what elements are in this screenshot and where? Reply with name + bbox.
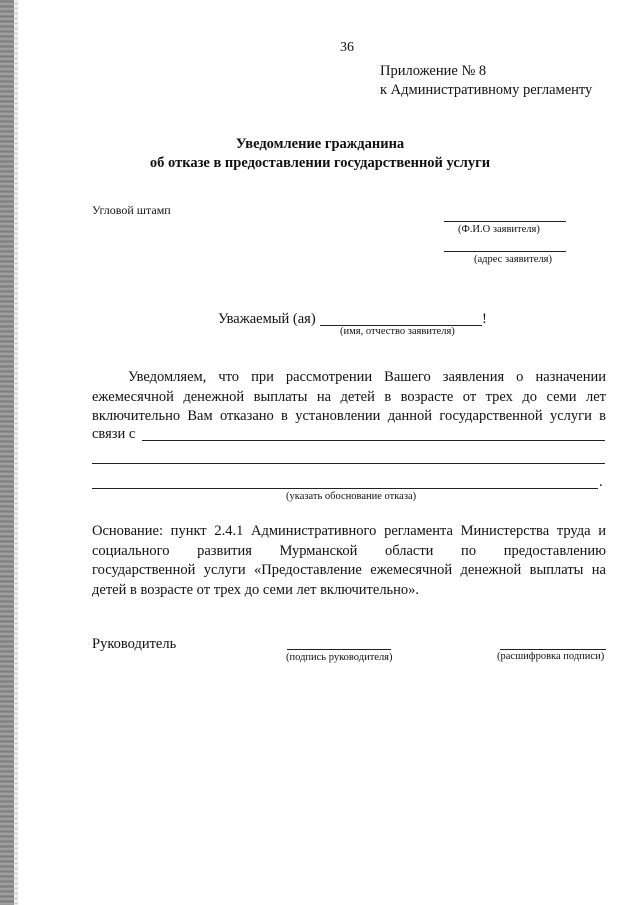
stamp-label: Угловой штамп [92,203,171,217]
address-caption: (адрес заявителя) [474,254,552,265]
reason-period: . [599,474,603,490]
reason-line-2 [92,463,605,464]
basis-line: государственной услуги «Предоставление ежемесячной денежной выплаты на [92,562,606,578]
page-number: 36 [340,40,354,55]
reason-line-3 [92,488,598,489]
name-caption: (имя, отчество заявителя) [340,326,455,337]
appendix-line-1: Приложение № 8 [380,63,487,79]
notice-line: включительно Вам отказано в установлении данной государственной услуги в [92,408,606,424]
decoding-caption: (расшифровка подписи) [497,651,605,662]
signature-caption: (подпись руководителя) [286,652,393,663]
decoding-line [500,649,606,650]
notice-paragraph [92,368,606,427]
reason-caption: (указать обоснование отказа) [286,491,417,502]
appendix-line-2: к Административному регламенту [380,82,593,98]
basis-line: социального развития Мурманской области по предоставлению [92,542,606,559]
basis-paragraph [92,522,606,600]
head-label: Руководитель [92,636,177,652]
title-line-2: об отказе в предоставлении государственной услуги [149,155,491,171]
notice-line: Уведомляем, что при рассмотрении Вашего заявления о назначении [128,369,606,385]
appendix-block [380,62,592,100]
basis-line: детей в возрасте от трех до семи лет включительно». [92,581,420,598]
title-line-1: Уведомление гражданина [235,136,405,152]
fio-line [444,221,566,222]
address-line [444,251,566,252]
greeting-exclamation: ! [482,311,487,327]
greeting: Уважаемый (ая) [218,311,316,327]
in-connection-label: связи с [92,426,136,442]
basis-line: Основание: пункт 2.4.1 Административного регламента Министерства труда и [92,523,606,539]
fio-caption: (Ф.И.О заявителя) [458,224,540,235]
notice-line: ежемесячной денежной выплаты на детей в возрасте от трех до семи лет [92,388,606,405]
signature-line [287,649,391,650]
reason-line-1 [142,440,605,441]
